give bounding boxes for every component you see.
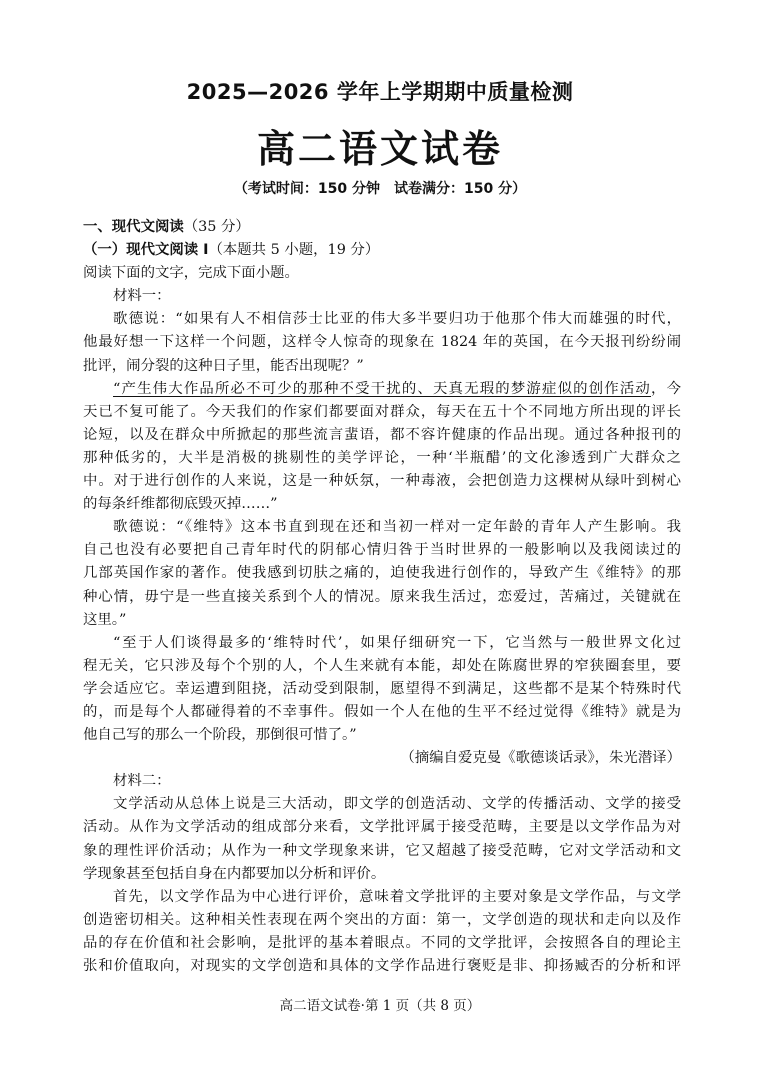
material1-line: 天已不复可能了。今天我们的作家们都要面对群众，每天在五十个不同地方所出现的评长 [83, 403, 681, 420]
exam-info: （考试时间：150 分钟 试卷满分：150 分） [233, 181, 527, 197]
material2-line: 品的存在价值和社会影响，是批评的基本着眼点。不同的文学批评，会按照各自的理论主 [83, 934, 681, 951]
sub-heading-text: （一）现代文阅读 I [83, 242, 209, 259]
material1-line: 中。对于进行创作的人来说，这是一种妖氛，一种毒液，会把创造力这棵树从绿叶到树心 [83, 473, 681, 490]
material1-line: 批评，闹分裂的这种日子里，能否出现呢？” [83, 357, 364, 374]
sub-section-heading [83, 239, 681, 262]
material2-line: 创造密切相关。这种相关性表现在两个突出的方面：第一，文学创造的现状和走向以及作 [83, 911, 681, 928]
material1-line: 歌德说：“如果有人不相信莎士比亚的伟大多半要归功于他那个伟大而雄强的时代， [113, 311, 681, 328]
material2-line: 张和价值取向，对现实的文学创造和具体的文学作品进行褒贬是非、抑扬臧否的分析和评 [83, 958, 681, 974]
material1-label: 材料一： [113, 288, 171, 305]
material1-line: 的，而是每个人都碰得着的不幸事件。假如一个人在他的生平不经过觉得《维特》就是为 [83, 703, 681, 720]
material1-line: 歌德说：“《维特》这本书直到现在还和当初一样对一定年龄的青年人产生影响。我 [113, 519, 681, 536]
material1-line: 他最好想一下这样一个问题，这样令人惊奇的现象在 1824 年的英国，在今天报刊纷纷闹 [83, 334, 681, 351]
material1-line: 种心情，毋宁是一些直接关系到个人的情况。原来我生活过，恋爱过，苦痛过，关键就在 [83, 588, 681, 605]
material1-line: 几部英国作家的著作。使我感到切肤之痛的，迫使我进行创作的，导致产生《维特》的那 [83, 565, 681, 582]
page-footer: 高二语文试卷·第 1 页（共 8 页） [279, 998, 481, 1014]
material2-label: 材料二： [113, 773, 171, 790]
material1-line: 论短，以及在群众中所掀起的那些流言蜚语，都不容许健康的作品出现。通过各种报刊的 [83, 426, 681, 443]
underlined-sentence: “产生伟大作品所必不可少的那种不受干扰的、天真无瑕的梦游症似的创作活动 [113, 380, 652, 397]
section-heading-text: 一、现代文阅读 [83, 219, 184, 235]
material1-line: 的每条纤维都彻底毁灭掉……” [83, 496, 278, 513]
material1-line-rest: ，今 [651, 380, 681, 397]
sub-heading-score: （本题共 5 小题，19 分） [208, 242, 380, 259]
section-heading-score: （35 分） [183, 219, 250, 235]
material1-line: “至于人们谈得最多的‘维特时代’，如果仔细研究一下，它当然与一般世界文化过 [113, 634, 681, 651]
exam-title: 2025—2026 学年上学期期中质量检测 [186, 80, 574, 104]
instruction: 阅读下面的文字，完成下面小题。 [83, 265, 299, 282]
material2-line: 象的理性评价活动；从作为一种文学现象来讲，它又超越了接受范畴，它对文学活动和文 [83, 842, 681, 859]
material1-line: 那种低劣的，大半是消极的挑剔性的美学评论，一种‘半瓶醋’的文化渗透到广大群众之 [83, 449, 681, 466]
exam-content [83, 216, 681, 978]
material2-line: 学现象甚至包括自身在内都要加以分析和评价。 [83, 865, 386, 882]
material1-underlined-line [83, 378, 681, 401]
material1-line: 这里。” [83, 611, 127, 628]
material1-line: 学会适应它。幸运遭到阻挠，活动受到限制，愿望得不到满足，这些都不是某个特殊时代 [83, 680, 681, 697]
material1-source: （摘编自爱克曼《歌德谈话录》，朱光潜译） [400, 750, 681, 767]
material1-line: 他自己写的那么一个阶段，那倒很可惜了。” [83, 727, 357, 744]
material2-line: 首先，以文学作品为中心进行评价，意味着文学批评的主要对象是文学作品，与文学 [113, 888, 681, 905]
subject-title: 高二语文试卷 [256, 127, 503, 171]
material1-line: 自己也没有必要把自己青年时代的阴郁心情归咎于当时世界的一般影响以及我阅读过的 [83, 542, 681, 559]
material2-line: 文学活动从总体上说是三大活动，即文学的创造活动、文学的传播活动、文学的接受 [113, 796, 681, 813]
material1-line: 程无关，它只涉及每个个别的人，个人生来就有本能，却处在陈腐世界的窄狭圈套里，要 [83, 657, 681, 674]
section-heading [83, 216, 681, 239]
material2-line: 活动。从作为文学活动的组成部分来看，文学批评属于接受范畴，主要是以文学作品为对 [83, 819, 681, 836]
